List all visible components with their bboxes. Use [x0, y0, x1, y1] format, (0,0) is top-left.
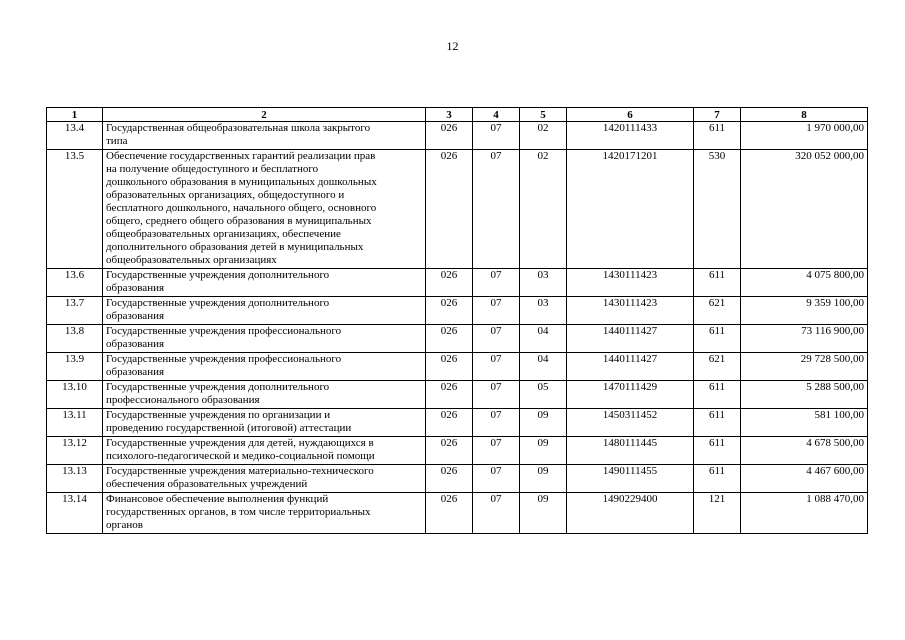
table-row [47, 122, 868, 150]
row-section-cell: 07 [473, 381, 520, 409]
row-ministry-code-cell: 026 [426, 325, 473, 353]
table-row [47, 381, 868, 409]
row-target-article-cell: 1430111423 [567, 297, 694, 325]
row-target-article-cell: 1450311452 [567, 409, 694, 437]
row-subsection-cell: 09 [520, 437, 567, 465]
row-subsection-cell: 05 [520, 381, 567, 409]
row-amount-cell: 73 116 900,00 [741, 325, 868, 353]
row-name-cell: Государственные учреждения дополнительного образования [103, 269, 426, 297]
row-ministry-code-cell: 026 [426, 269, 473, 297]
row-expense-type-cell: 611 [694, 269, 741, 297]
row-name-cell: Государственные учреждения профессионального образования [103, 325, 426, 353]
table-row [47, 150, 868, 269]
row-number-cell: 13.10 [47, 381, 103, 409]
row-name-cell: Государственные учреждения дополнительного образования [103, 297, 426, 325]
row-subsection-cell: 03 [520, 269, 567, 297]
row-expense-type-cell: 621 [694, 297, 741, 325]
row-target-article-cell: 1490229400 [567, 493, 694, 534]
header-cell: 1 [47, 108, 103, 122]
row-subsection-cell: 09 [520, 409, 567, 437]
header-cell: 2 [103, 108, 426, 122]
row-number-cell: 13.4 [47, 122, 103, 150]
row-target-article-cell: 1440111427 [567, 353, 694, 381]
row-ministry-code-cell: 026 [426, 381, 473, 409]
row-subsection-cell: 02 [520, 122, 567, 150]
row-number-cell: 13.8 [47, 325, 103, 353]
row-section-cell: 07 [473, 269, 520, 297]
row-number-cell: 13.14 [47, 493, 103, 534]
header-cell: 6 [567, 108, 694, 122]
row-name-cell: Государственные учреждения по организации и проведению государственной (итоговой) аттестации [103, 409, 426, 437]
row-section-cell: 07 [473, 325, 520, 353]
row-section-cell: 07 [473, 353, 520, 381]
row-subsection-cell: 09 [520, 493, 567, 534]
row-name-cell: Государственные учреждения профессионального образования [103, 353, 426, 381]
row-target-article-cell: 1470111429 [567, 381, 694, 409]
table-row [47, 297, 868, 325]
table-row [47, 353, 868, 381]
row-number-cell: 13.11 [47, 409, 103, 437]
row-expense-type-cell: 611 [694, 465, 741, 493]
table-row [47, 409, 868, 437]
row-subsection-cell: 02 [520, 150, 567, 269]
row-subsection-cell: 04 [520, 325, 567, 353]
row-section-cell: 07 [473, 122, 520, 150]
row-ministry-code-cell: 026 [426, 493, 473, 534]
row-section-cell: 07 [473, 493, 520, 534]
header-cell: 7 [694, 108, 741, 122]
row-amount-cell: 4 075 800,00 [741, 269, 868, 297]
row-number-cell: 13.9 [47, 353, 103, 381]
row-name-cell: Государственные учреждения дополнительного профессионального образования [103, 381, 426, 409]
row-ministry-code-cell: 026 [426, 297, 473, 325]
row-section-cell: 07 [473, 437, 520, 465]
row-number-cell: 13.13 [47, 465, 103, 493]
row-amount-cell: 320 052 000,00 [741, 150, 868, 269]
row-amount-cell: 4 467 600,00 [741, 465, 868, 493]
row-name-cell: Государственные учреждения материально-технического обеспечения образовательных учреждений [103, 465, 426, 493]
row-expense-type-cell: 611 [694, 325, 741, 353]
row-name-cell: Обеспечение государственных гарантий реализации прав на получение общедоступного и бесплатного дошкольного образования в муниципальных дошкольных образовательных организациях, общедоступного и бесплатного дошкольного, начального общего, основного общего, среднего общего образования в муниципальных общеобразовательных организациях, обеспечение дополнительного образования детей в муниципальных общеобразовательных организациях [103, 150, 426, 269]
row-number-cell: 13.7 [47, 297, 103, 325]
row-number-cell: 13.12 [47, 437, 103, 465]
row-amount-cell: 1 088 470,00 [741, 493, 868, 534]
row-ministry-code-cell: 026 [426, 122, 473, 150]
row-name-cell: Государственная общеобразовательная школа закрытого типа [103, 122, 426, 150]
row-section-cell: 07 [473, 409, 520, 437]
row-target-article-cell: 1420171201 [567, 150, 694, 269]
row-expense-type-cell: 530 [694, 150, 741, 269]
row-target-article-cell: 1430111423 [567, 269, 694, 297]
header-cell: 4 [473, 108, 520, 122]
row-subsection-cell: 03 [520, 297, 567, 325]
page-number: 12 [446, 39, 459, 53]
row-ministry-code-cell: 026 [426, 437, 473, 465]
row-section-cell: 07 [473, 297, 520, 325]
row-number-cell: 13.6 [47, 269, 103, 297]
row-ministry-code-cell: 026 [426, 409, 473, 437]
table-body [47, 122, 868, 534]
row-amount-cell: 581 100,00 [741, 409, 868, 437]
header-row [47, 108, 868, 122]
header-cell: 8 [741, 108, 868, 122]
row-amount-cell: 29 728 500,00 [741, 353, 868, 381]
row-target-article-cell: 1420111433 [567, 122, 694, 150]
table-row [47, 437, 868, 465]
row-ministry-code-cell: 026 [426, 353, 473, 381]
row-amount-cell: 4 678 500,00 [741, 437, 868, 465]
table-row [47, 325, 868, 353]
row-ministry-code-cell: 026 [426, 150, 473, 269]
row-expense-type-cell: 611 [694, 381, 741, 409]
budget-table [46, 107, 868, 534]
row-section-cell: 07 [473, 150, 520, 269]
table-row [47, 269, 868, 297]
row-target-article-cell: 1490111455 [567, 465, 694, 493]
row-target-article-cell: 1440111427 [567, 325, 694, 353]
row-expense-type-cell: 611 [694, 409, 741, 437]
row-ministry-code-cell: 026 [426, 465, 473, 493]
row-name-cell: Финансовое обеспечение выполнения функций государственных органов, в том числе территориальных органов [103, 493, 426, 534]
row-target-article-cell: 1480111445 [567, 437, 694, 465]
row-amount-cell: 1 970 000,00 [741, 122, 868, 150]
row-subsection-cell: 04 [520, 353, 567, 381]
row-expense-type-cell: 621 [694, 353, 741, 381]
row-amount-cell: 9 359 100,00 [741, 297, 868, 325]
row-name-cell: Государственные учреждения для детей, нуждающихся в психолого-педагогической и медико-социальной помощи [103, 437, 426, 465]
row-subsection-cell: 09 [520, 465, 567, 493]
row-expense-type-cell: 611 [694, 122, 741, 150]
header-cell: 3 [426, 108, 473, 122]
row-amount-cell: 5 288 500,00 [741, 381, 868, 409]
row-section-cell: 07 [473, 465, 520, 493]
table-row [47, 493, 868, 534]
table-row [47, 465, 868, 493]
row-number-cell: 13.5 [47, 150, 103, 269]
row-expense-type-cell: 121 [694, 493, 741, 534]
row-expense-type-cell: 611 [694, 437, 741, 465]
header-cell: 5 [520, 108, 567, 122]
